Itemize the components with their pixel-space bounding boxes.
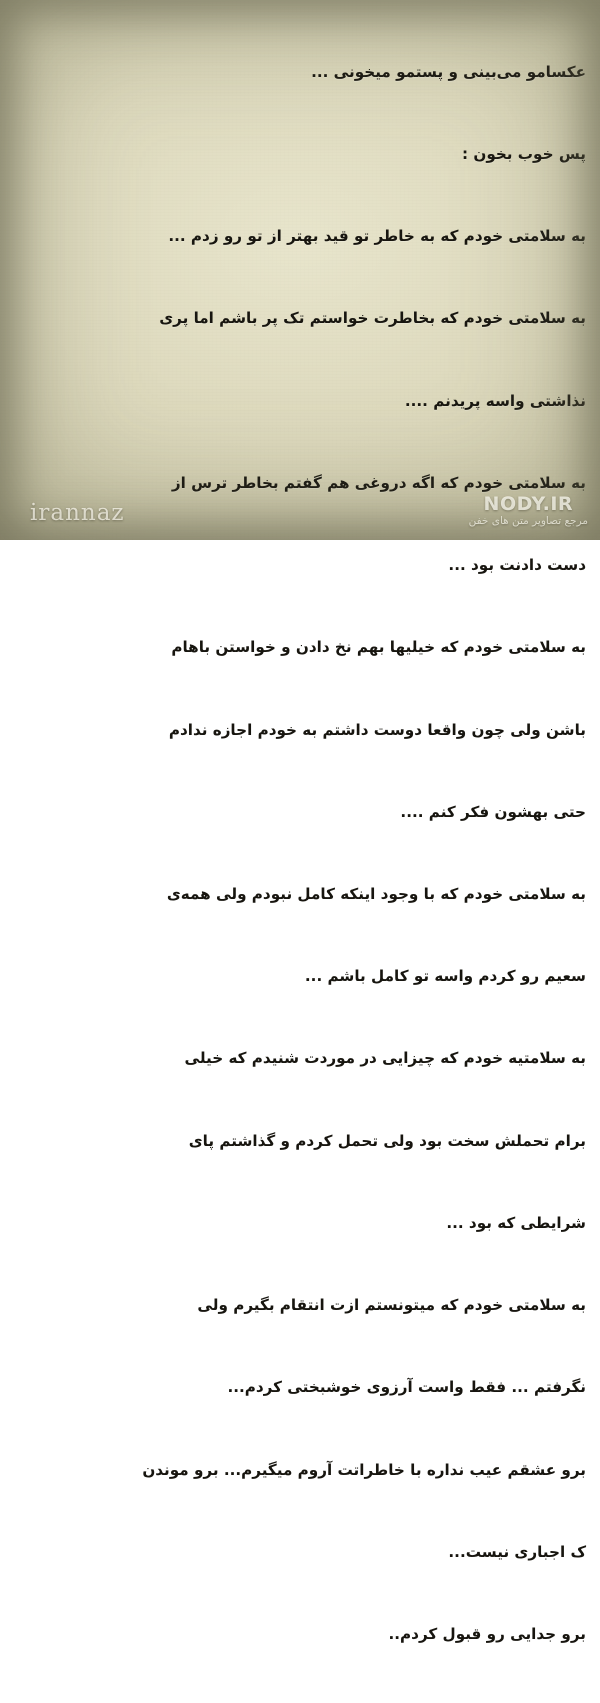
poem-line: حتی بهشون فکر کنم ....	[400, 802, 586, 821]
poem-line: به سلامتی خودم که اگه دروغی هم گفتم بخاطر ترس از	[171, 473, 586, 492]
poem-line: نذاشتی واسه پریدنم ....	[404, 391, 586, 410]
poem-line: به سلامتی خودم که میتونستم ازت انتقام بگیرم ولی	[197, 1296, 586, 1315]
poem-line: به سلامتی خودم که به خاطر تو قید بهتر از تو رو زدم ...	[168, 227, 586, 246]
poem-line: عکسامو می‌بینی و پستمو میخونی ...	[311, 62, 586, 81]
poem-line: به سلامتی خودم که با وجود اینکه کامل نبودم ولی همه‌ی	[166, 885, 586, 903]
poem-line: سعیم رو کردم واسه تو کامل باشم ...	[304, 967, 586, 986]
poem-line: برام تحملش سخت بود ولی تحمل کردم و گذاشتم پای	[188, 1131, 586, 1150]
poem-line: به سلامتیه خودم که چیزایی در موردت شنیدم که خیلی	[184, 1049, 586, 1068]
poem-line: ک اجباری نیست...	[448, 1542, 586, 1561]
poem-line: پس خوب بخون :	[462, 145, 586, 164]
poem-line: به سلامتی خودم که خیلیها بهم نخ دادن و خواستن باهام	[171, 638, 586, 657]
poem-line: باشن ولی چون واقعا دوست داشتم به خودم اجازه ندادم	[168, 720, 586, 739]
watermark-irannaz: irannaz	[30, 500, 125, 526]
poem-text-block	[14, 4, 586, 1703]
poem-line: نگرفتم ... فقط واست آرزوی خوشبختی کردم...	[227, 1378, 586, 1397]
poem-line: شرایطی که بود ...	[446, 1213, 586, 1232]
poem-line: به سلامتی خودم که بخاطرت خواستم تک پر باشم اما پری	[159, 309, 586, 328]
poem-line: برو عشقم عیب نداره با خاطراتت آروم میگیرم... برو موندن	[142, 1460, 586, 1479]
poem-line: دست دادنت بود ...	[448, 556, 586, 575]
watermark-nody-title: NODY.IR	[483, 493, 574, 515]
watermark-nody-subtitle: مرجع تصاویر متن های خفن	[468, 515, 588, 527]
watermark-nody	[469, 494, 588, 528]
poem-line: برو جدایی رو قبول کردم..	[388, 1624, 586, 1643]
